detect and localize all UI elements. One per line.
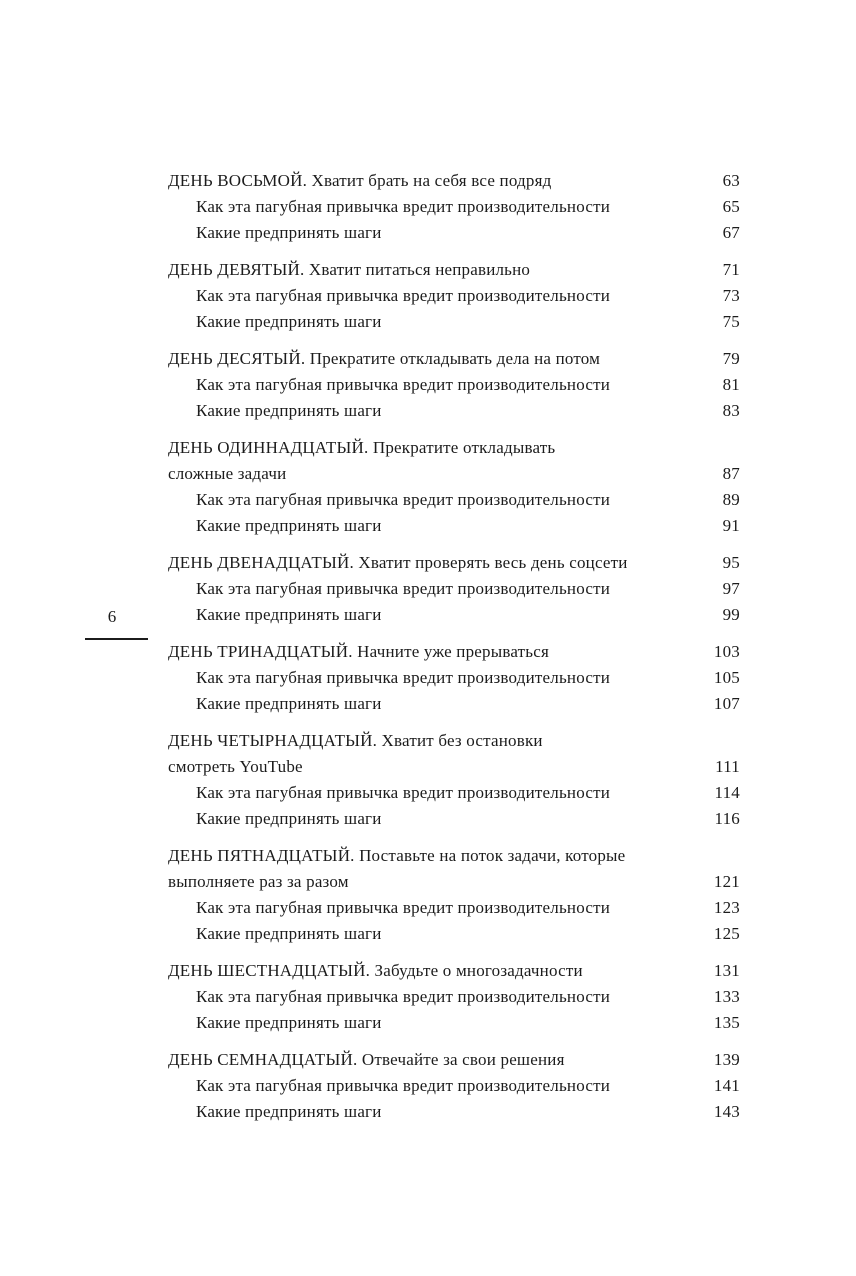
toc-section	[168, 1047, 740, 1125]
toc-entry-page: 105	[713, 668, 740, 687]
toc-chapter-entry	[168, 461, 740, 487]
toc-section	[168, 843, 740, 947]
toc-entry-text: Как эта пагубная привычка вредит производительности	[196, 286, 610, 305]
toc-chapter-entry	[168, 550, 740, 576]
toc-entry-page: 103	[713, 642, 740, 661]
toc-subentry	[168, 921, 740, 947]
toc-entry-text: выполняете раз за разом	[168, 872, 349, 891]
toc-entry-page: 107	[713, 694, 740, 713]
toc-subentry	[168, 194, 740, 220]
toc-subentry	[168, 665, 740, 691]
toc-entry-page: 71	[722, 260, 740, 279]
toc-subentry	[168, 1073, 740, 1099]
toc-entry-text: Как эта пагубная привычка вредит производительности	[196, 490, 610, 509]
toc-entry-text: Какие предпринять шаги	[196, 401, 382, 420]
toc-chapter-entry	[168, 639, 740, 665]
toc-entry-text: ДЕНЬ ШЕСТНАДЦАТЫЙ. Забудьте о многозадачности	[168, 961, 583, 980]
toc-subentry	[168, 513, 740, 539]
toc-entry-page: 73	[722, 286, 740, 305]
toc-chapter-entry	[168, 843, 740, 869]
toc-entry-text: Какие предпринять шаги	[196, 312, 382, 331]
toc-entry-text: Как эта пагубная привычка вредит производительности	[196, 375, 610, 394]
toc-entry-page: 111	[715, 757, 740, 776]
toc-section	[168, 346, 740, 424]
toc-subentry	[168, 398, 740, 424]
toc-entry-page: 116	[714, 809, 740, 828]
toc-section	[168, 958, 740, 1036]
toc-entry-text: Как эта пагубная привычка вредит производительности	[196, 987, 610, 1006]
toc-chapter-entry	[168, 869, 740, 895]
toc-entry-text: Какие предпринять шаги	[196, 223, 382, 242]
toc-section	[168, 550, 740, 628]
toc-subentry	[168, 220, 740, 246]
table-of-contents	[168, 168, 740, 1136]
toc-entry-page: 67	[722, 223, 740, 242]
toc-section	[168, 639, 740, 717]
toc-subentry	[168, 576, 740, 602]
toc-subentry	[168, 372, 740, 398]
toc-chapter-entry	[168, 435, 740, 461]
toc-entry-text: сложные задачи	[168, 464, 287, 483]
toc-entry-page: 79	[722, 349, 740, 368]
toc-entry-page: 143	[713, 1102, 740, 1121]
toc-entry-text: смотреть YouTube	[168, 757, 303, 776]
toc-chapter-entry	[168, 168, 740, 194]
toc-entry-text: Какие предпринять шаги	[196, 694, 382, 713]
toc-subentry	[168, 283, 740, 309]
toc-entry-page: 114	[714, 783, 740, 802]
toc-entry-page: 97	[722, 579, 740, 598]
toc-subentry	[168, 780, 740, 806]
toc-subentry	[168, 1099, 740, 1125]
toc-entry-page: 135	[713, 1013, 740, 1032]
toc-subentry	[168, 487, 740, 513]
toc-entry-text: Как эта пагубная привычка вредит производительности	[196, 898, 610, 917]
toc-entry-text: Какие предпринять шаги	[196, 1102, 382, 1121]
toc-entry-page: 75	[722, 312, 740, 331]
toc-entry-text: Как эта пагубная привычка вредит производительности	[196, 668, 610, 687]
toc-entry-text: Какие предпринять шаги	[196, 516, 382, 535]
toc-section	[168, 435, 740, 539]
toc-entry-text: Как эта пагубная привычка вредит производительности	[196, 783, 610, 802]
toc-entry-page: 87	[722, 464, 740, 483]
toc-chapter-entry	[168, 257, 740, 283]
toc-entry-page: 91	[722, 516, 740, 535]
folio-rule	[85, 638, 148, 640]
toc-entry-page: 141	[713, 1076, 740, 1095]
toc-section	[168, 168, 740, 246]
toc-entry-page: 139	[713, 1050, 740, 1069]
toc-entry-page: 83	[722, 401, 740, 420]
toc-entry-text: ДЕНЬ СЕМНАДЦАТЫЙ. Отвечайте за свои решения	[168, 1050, 565, 1069]
toc-chapter-entry	[168, 958, 740, 984]
toc-entry-text: ДЕНЬ ОДИННАДЦАТЫЙ. Прекратите откладывать	[168, 438, 556, 457]
toc-chapter-entry	[168, 1047, 740, 1073]
toc-subentry	[168, 1010, 740, 1036]
toc-entry-text: Какие предпринять шаги	[196, 1013, 382, 1032]
toc-entry-text: ДЕНЬ ЧЕТЫРНАДЦАТЫЙ. Хватит без остановки	[168, 731, 543, 750]
toc-entry-text: ДЕНЬ ДЕСЯТЫЙ. Прекратите откладывать дела на потом	[168, 349, 601, 368]
toc-subentry	[168, 895, 740, 921]
toc-entry-text: Как эта пагубная привычка вредит производительности	[196, 197, 610, 216]
toc-entry-page: 125	[713, 924, 740, 943]
toc-section	[168, 257, 740, 335]
toc-subentry	[168, 691, 740, 717]
page-number: 6	[107, 607, 117, 626]
toc-entry-text: ДЕНЬ ДВЕНАДЦАТЫЙ. Хватит проверять весь день соцсети	[168, 553, 628, 572]
toc-subentry	[168, 602, 740, 628]
toc-entry-text: Какие предпринять шаги	[196, 809, 382, 828]
toc-chapter-entry	[168, 754, 740, 780]
toc-entry-text: ДЕНЬ ПЯТНАДЦАТЫЙ. Поставьте на поток задачи, которые	[168, 846, 626, 865]
toc-entry-text: Какие предпринять шаги	[196, 605, 382, 624]
toc-subentry	[168, 309, 740, 335]
toc-entry-text: ДЕНЬ ДЕВЯТЫЙ. Хватит питаться неправильно	[168, 260, 531, 279]
toc-section	[168, 728, 740, 832]
toc-entry-page: 81	[722, 375, 740, 394]
toc-entry-page: 131	[713, 961, 740, 980]
toc-entry-page: 63	[722, 171, 740, 190]
toc-entry-page: 89	[722, 490, 740, 509]
toc-entry-text: ДЕНЬ ВОСЬМОЙ. Хватит брать на себя все подряд	[168, 171, 552, 190]
toc-entry-page: 95	[722, 553, 740, 572]
toc-chapter-entry	[168, 346, 740, 372]
toc-subentry	[168, 984, 740, 1010]
toc-entry-text: Как эта пагубная привычка вредит производительности	[196, 1076, 610, 1095]
toc-entry-text: Какие предпринять шаги	[196, 924, 382, 943]
toc-subentry	[168, 806, 740, 832]
toc-entry-page: 99	[722, 605, 740, 624]
toc-entry-page: 65	[722, 197, 740, 216]
toc-chapter-entry	[168, 728, 740, 754]
toc-entry-text: Как эта пагубная привычка вредит производительности	[196, 579, 610, 598]
toc-entry-page: 121	[713, 872, 740, 891]
toc-entry-text: ДЕНЬ ТРИНАДЦАТЫЙ. Начните уже прерываться	[168, 642, 550, 661]
toc-entry-page: 133	[713, 987, 740, 1006]
toc-entry-page: 123	[713, 898, 740, 917]
